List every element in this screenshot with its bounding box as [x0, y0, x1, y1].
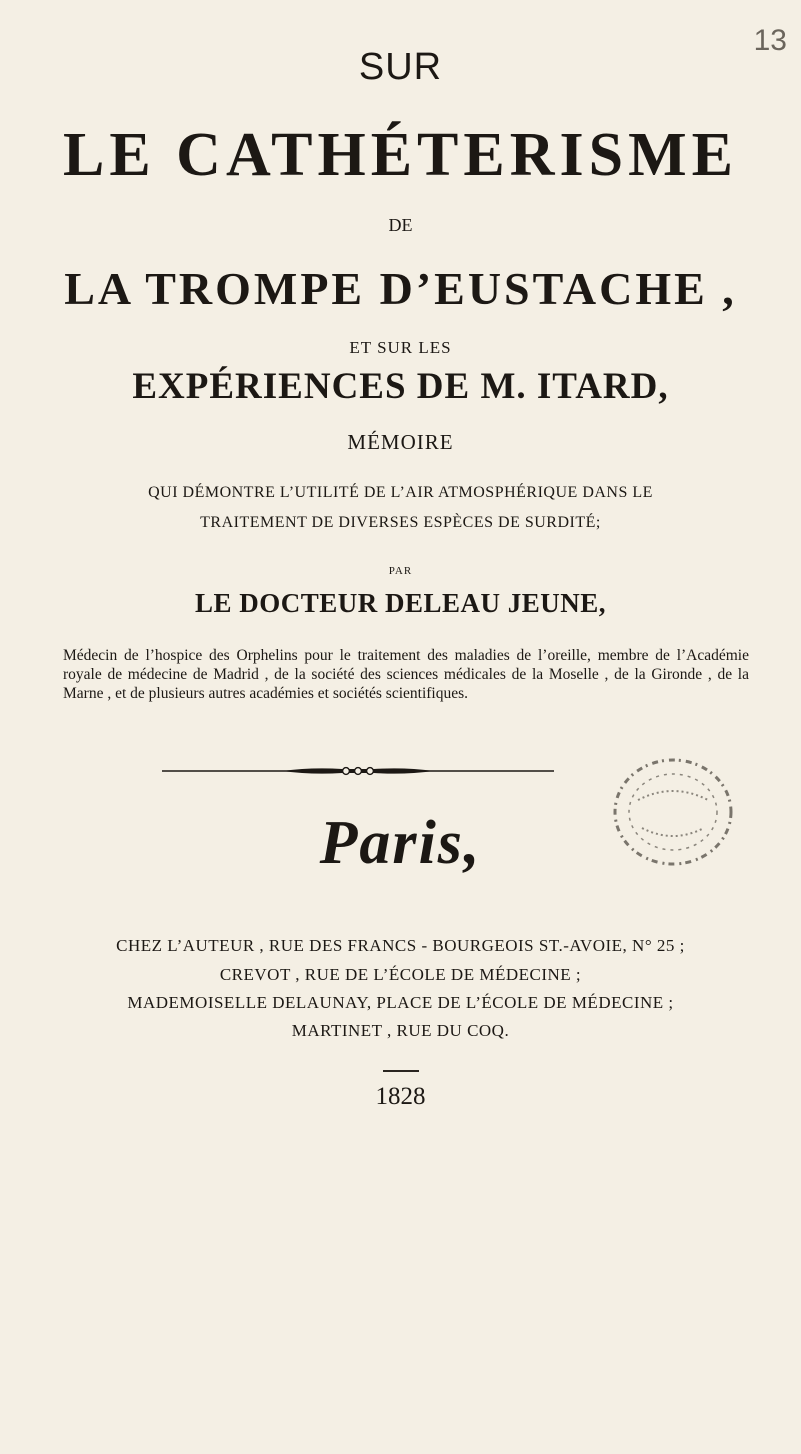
city-paris: Paris, [319, 809, 482, 877]
imprint-line-2: CREVOT , RUE DE L’ÉCOLE DE MÉDECINE ; [219, 965, 582, 984]
subtitle-line-2: TRAITEMENT DE DIVERSES ESPÈCES DE SURDITÉ; [200, 514, 601, 531]
short-divider [383, 1070, 419, 1072]
imprint-line-4: MARTINET , RUE DU COQ. [291, 1021, 510, 1040]
publication-year: 1828 [375, 1083, 426, 1110]
title-de: DE [388, 215, 413, 235]
ornamental-rule-icon [162, 766, 554, 776]
page-number: 13 [753, 24, 787, 57]
author-name: LE DOCTEUR DELEAU JEUNE, [194, 588, 607, 618]
par-label: PAR [388, 565, 413, 577]
author-description: Médecin de l’hospice des Orphelins pour le traitement des maladies de l’oreille, membre de l’Académie royale de médecine de Madrid , de la société des sciences médicales de la Moselle , de la Gironde , de la Marne , et de plusieurs autres académies et sociétés scientifiques. [63, 647, 749, 702]
title-line-3: EXPÉRIENCES DE M. ITARD, [132, 366, 669, 407]
title-line-1: LE CATHÉTERISME [62, 121, 739, 189]
title-et-sur-les: ET SUR LES [349, 338, 452, 357]
imprint-line-1: CHEZ L’AUTEUR , RUE DES FRANCS - BOURGEOIS ST.-AVOIE, N° 25 ; [116, 936, 685, 955]
memoire-heading: MÉMOIRE [347, 430, 454, 454]
subtitle-line-1: QUI DÉMONTRE L’UTILITÉ DE L’AIR ATMOSPHÉRIQUE DANS LE [148, 484, 653, 501]
imprint-line-3: MADEMOISELLE DELAUNAY, PLACE DE L’ÉCOLE DE MÉDECINE ; [127, 993, 674, 1012]
title-line-2: LA TROMPE D’EUSTACHE , [64, 263, 737, 314]
title-sur: SUR [358, 46, 443, 88]
